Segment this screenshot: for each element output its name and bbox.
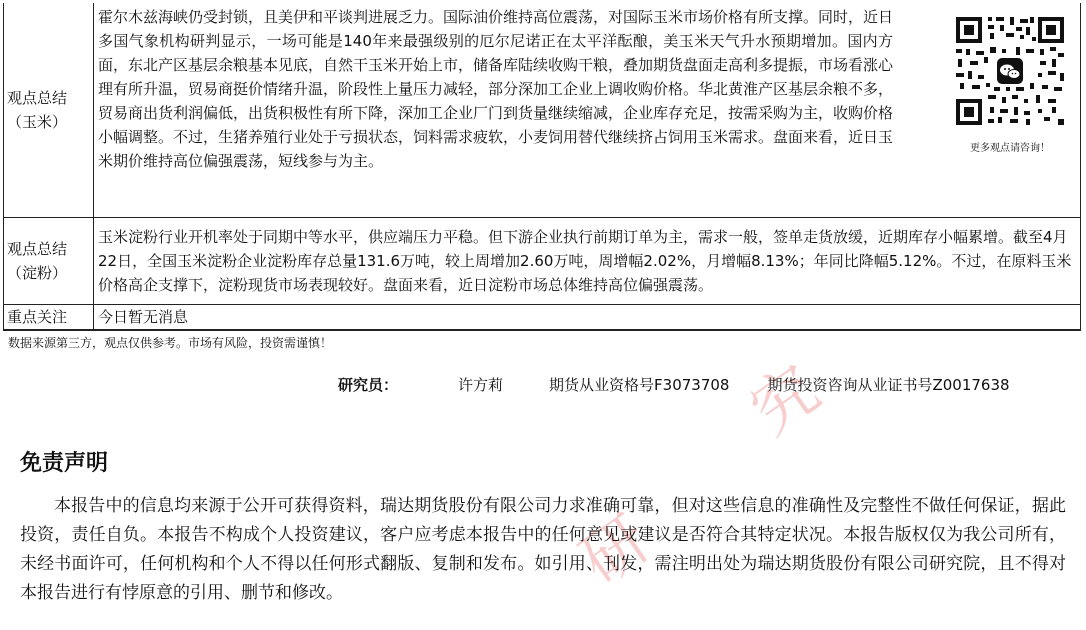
disclaimer-title: 免责声明 [20, 451, 109, 476]
risk-note: 数据来源第三方，观点仅供参考。市场有风险，投资需谨慎！ [8, 336, 333, 350]
row-label-focus: 重点关注 [4, 305, 94, 331]
row-content-starch: 玉米淀粉行业开机率处于同期中等水平，供应端压力平稳。但下游企业执行前期订单为主，需求一般，签单走货放缓，近期库存小幅累增。截至4月22日，全国玉米淀粉企业淀粉库存总量131.6万吨，较上周增加2.60万吨，周增幅2.02%，月增幅8.13%；年同比降幅5.12%。不过，在原料玉米价格高企支撑下，淀粉现货市场表现较好。盘面来看，近日淀粉市场总体维持高位偏强震荡。 [94, 218, 1081, 305]
futures-license: 期货从业资格号F3073708 [549, 376, 730, 394]
watermark-char-2: 究 [738, 352, 833, 450]
row-content-corn: 霍尔木兹海峡仍受封锁，且美伊和平谈判进展乏力。国际油价维持高位震荡，对国际玉米市场价格有所支撑。同时，近日多国气象机构研判显示，一场可能是140年来最强级别的厄尔尼诺正在太平洋酝酿，美玉米天气升水预期增加。国内方面，东北产区基层余粮基本见底，自然干玉米开始上市，储备库陆续收购干粮，叠加期货盘面走高利多提振，市场看涨心理有所升温，贸易商挺价情绪升温，阶段性上量压力减轻，部分深加工企业上调收购价格。华北黄淮产区基层余粮不多，贸易商出货利润偏低，出货积极性有所下降，深加工企业厂门到货量继续缩减，企业库存充足，按需采购为主，收购价格小幅调整。不过，生猪养殖行业处于亏损状态，饲料需求疲软，小麦饲用替代继续挤占饲用玉米需求。盘面来看，近日玉米期价维持高位偏强震荡，短线参与为主。 [98, 8, 894, 170]
table-row-focus [4, 305, 1081, 331]
viewpoint-table [3, 3, 1081, 331]
researcher-label: 研究员： [338, 376, 399, 394]
disclaimer-body: 本报告中的信息均来源于公开可获得资料，瑞达期货股份有限公司力求准确可靠，但对这些信息的准确性及完整性不做任何保证，据此投资，责任自负。本报告不构成个人投资建议，客户应考虑本报告中的任何意见或建议是否符合其特定状况。本报告版权仅为我公司所有，未经书面许可，任何机构和个人不得以任何形式翻版、复制和发布。如引用、刊发，需注明出处为瑞达期货股份有限公司研究院，且不得对本报告进行有悖原意的引用、删节和修改。 [20, 496, 1066, 603]
qr-code-icon [954, 15, 1066, 127]
row-content-corn-cell [94, 3, 1081, 218]
table-row-corn [4, 3, 1081, 218]
row-label-starch: 观点总结（淀粉） [4, 218, 94, 305]
qr-code-block [950, 15, 1070, 156]
qr-caption: 更多观点请咨询！ [970, 143, 1050, 154]
table-row-starch [4, 218, 1081, 305]
row-label-corn: 观点总结（玉米） [4, 3, 94, 218]
watermark-char-1: 研 [568, 502, 663, 600]
researcher-line [338, 374, 1010, 395]
researcher-name: 许方莉 [458, 376, 504, 394]
row-content-focus: 今日暂无消息 [94, 305, 1081, 331]
consult-license: 期货投资咨询从业证书号Z0017638 [767, 376, 1010, 394]
